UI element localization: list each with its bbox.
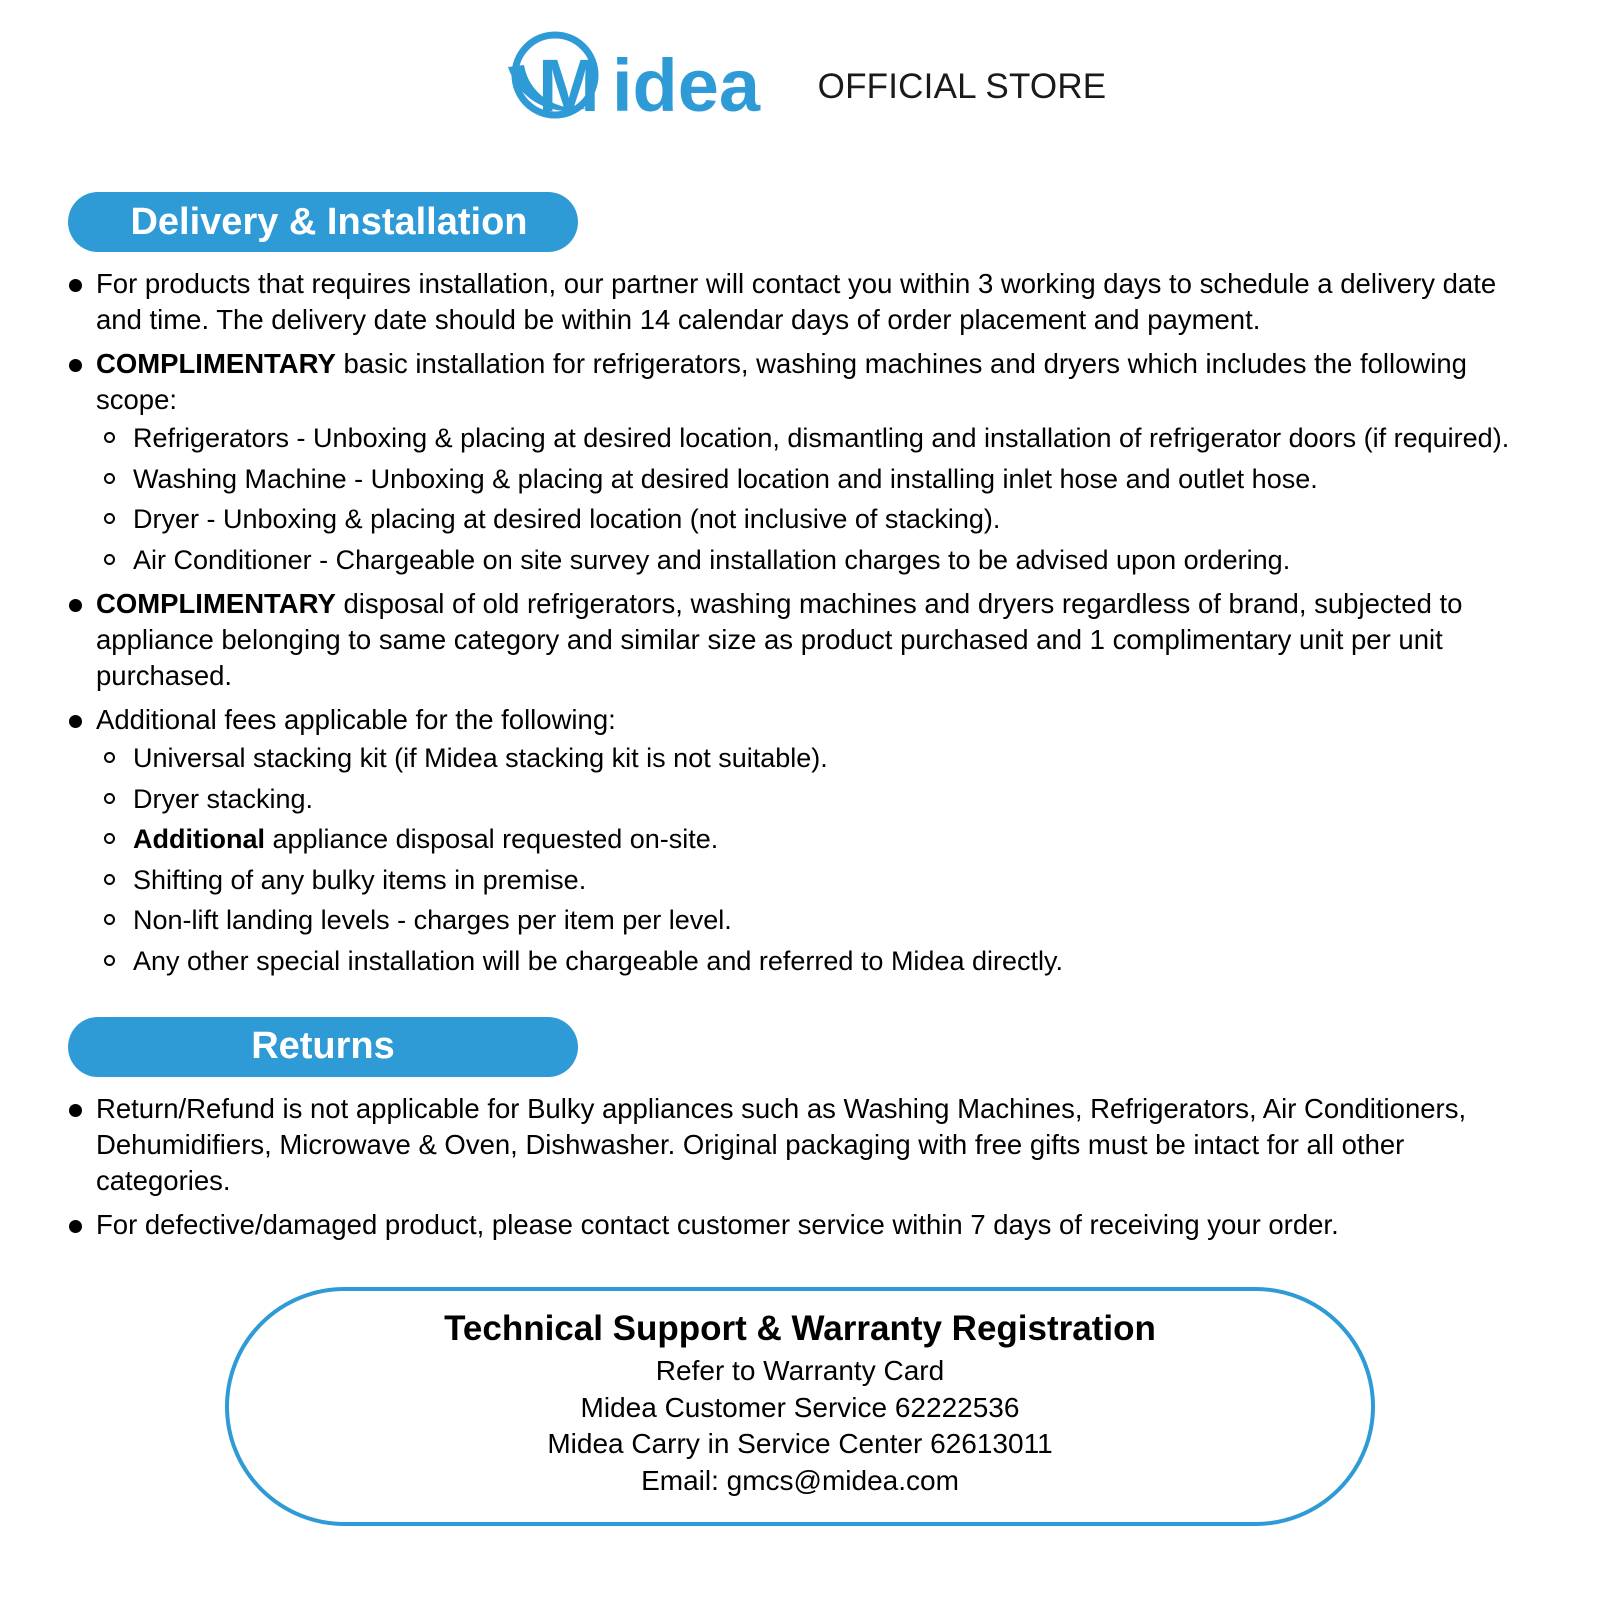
list-item <box>56 346 1538 579</box>
list-item-text: For defective/damaged product, please contact customer service within 7 days of receiving your order. <box>96 1208 1339 1240</box>
support-line: Midea Customer Service 62222536 <box>580 1391 1020 1423</box>
sub-list-item: Dryer - Unboxing & placing at desired location (not inclusive of stacking). <box>96 502 1538 538</box>
list-item-text: COMPLIMENTARY disposal of old refrigerators, washing machines and dryers regardless of brand, subjected to appliance belonging to same category and similar size as product purchased and 1 complimentary unit per unit purchased. <box>96 587 1463 692</box>
midea-logo-icon <box>494 27 794 135</box>
support-line: Midea Carry in Service Center 62613011 <box>547 1428 1053 1460</box>
svg-text:idea: idea <box>611 44 760 127</box>
section-heading-returns: Returns <box>68 1017 578 1077</box>
support-email: Email: gmcs@midea.com <box>641 1465 959 1497</box>
sub-list <box>96 741 1538 980</box>
sub-list-item: Any other special installation will be chargeable and referred to Midea directly. <box>96 944 1538 980</box>
sub-list-item: Refrigerators - Unboxing & placing at desired location, dismantling and installation of refrigerator doors (if required). <box>96 421 1538 457</box>
sub-list-item: Additional appliance disposal requested on-site. <box>96 822 1538 858</box>
list-item <box>56 266 1538 339</box>
list-item-text: For products that requires installation, our partner will contact you within 3 working days to schedule a delivery date and time. The delivery date should be within 14 calendar days of order placement and payment. <box>96 268 1497 336</box>
brand-logo <box>494 27 1107 135</box>
sub-list-item: Washing Machine - Unboxing & placing at desired location and installing inlet hose and outlet hose. <box>96 462 1538 498</box>
list-item <box>56 1207 1538 1243</box>
footer-section <box>0 1287 1600 1527</box>
list-item-text: Additional fees applicable for the following: <box>96 703 616 735</box>
delivery-list <box>56 266 1538 980</box>
returns-list <box>56 1091 1538 1243</box>
svg-text:M: M <box>537 44 600 127</box>
list-item <box>56 586 1538 695</box>
list-item <box>56 1091 1538 1200</box>
page-header <box>0 0 1600 127</box>
sub-list <box>96 421 1538 579</box>
sub-list-item: Air Conditioner - Chargeable on site survey and installation charges to be advised upon ordering. <box>96 543 1538 579</box>
sub-list-item: Non-lift landing levels - charges per item per level. <box>96 903 1538 939</box>
list-item-text: COMPLIMENTARY basic installation for refrigerators, washing machines and dryers which includes the following scope: <box>96 347 1467 415</box>
sub-list-item: Dryer stacking. <box>96 782 1538 818</box>
support-title: Technical Support & Warranty Registration <box>444 1308 1156 1348</box>
sub-list-item: Universal stacking kit (if Midea stacking kit is not suitable). <box>96 741 1538 777</box>
section-heading-delivery: Delivery & Installation <box>68 192 578 252</box>
store-label: OFFICIAL STORE <box>817 67 1107 106</box>
sub-list-item: Shifting of any bulky items in premise. <box>96 863 1538 899</box>
support-line: Refer to Warranty Card <box>655 1354 945 1386</box>
section-body-returns <box>0 1091 1600 1243</box>
list-item-text: Return/Refund is not applicable for Bulky appliances such as Washing Machines, Refrigerators, Air Conditioners, Dehumidifiers, Microwave & Oven, Dishwasher. Original packaging with free gifts must be intact for all other categories. <box>96 1092 1467 1197</box>
support-capsule <box>225 1287 1375 1527</box>
section-body-delivery <box>0 266 1600 980</box>
list-item <box>56 702 1538 980</box>
